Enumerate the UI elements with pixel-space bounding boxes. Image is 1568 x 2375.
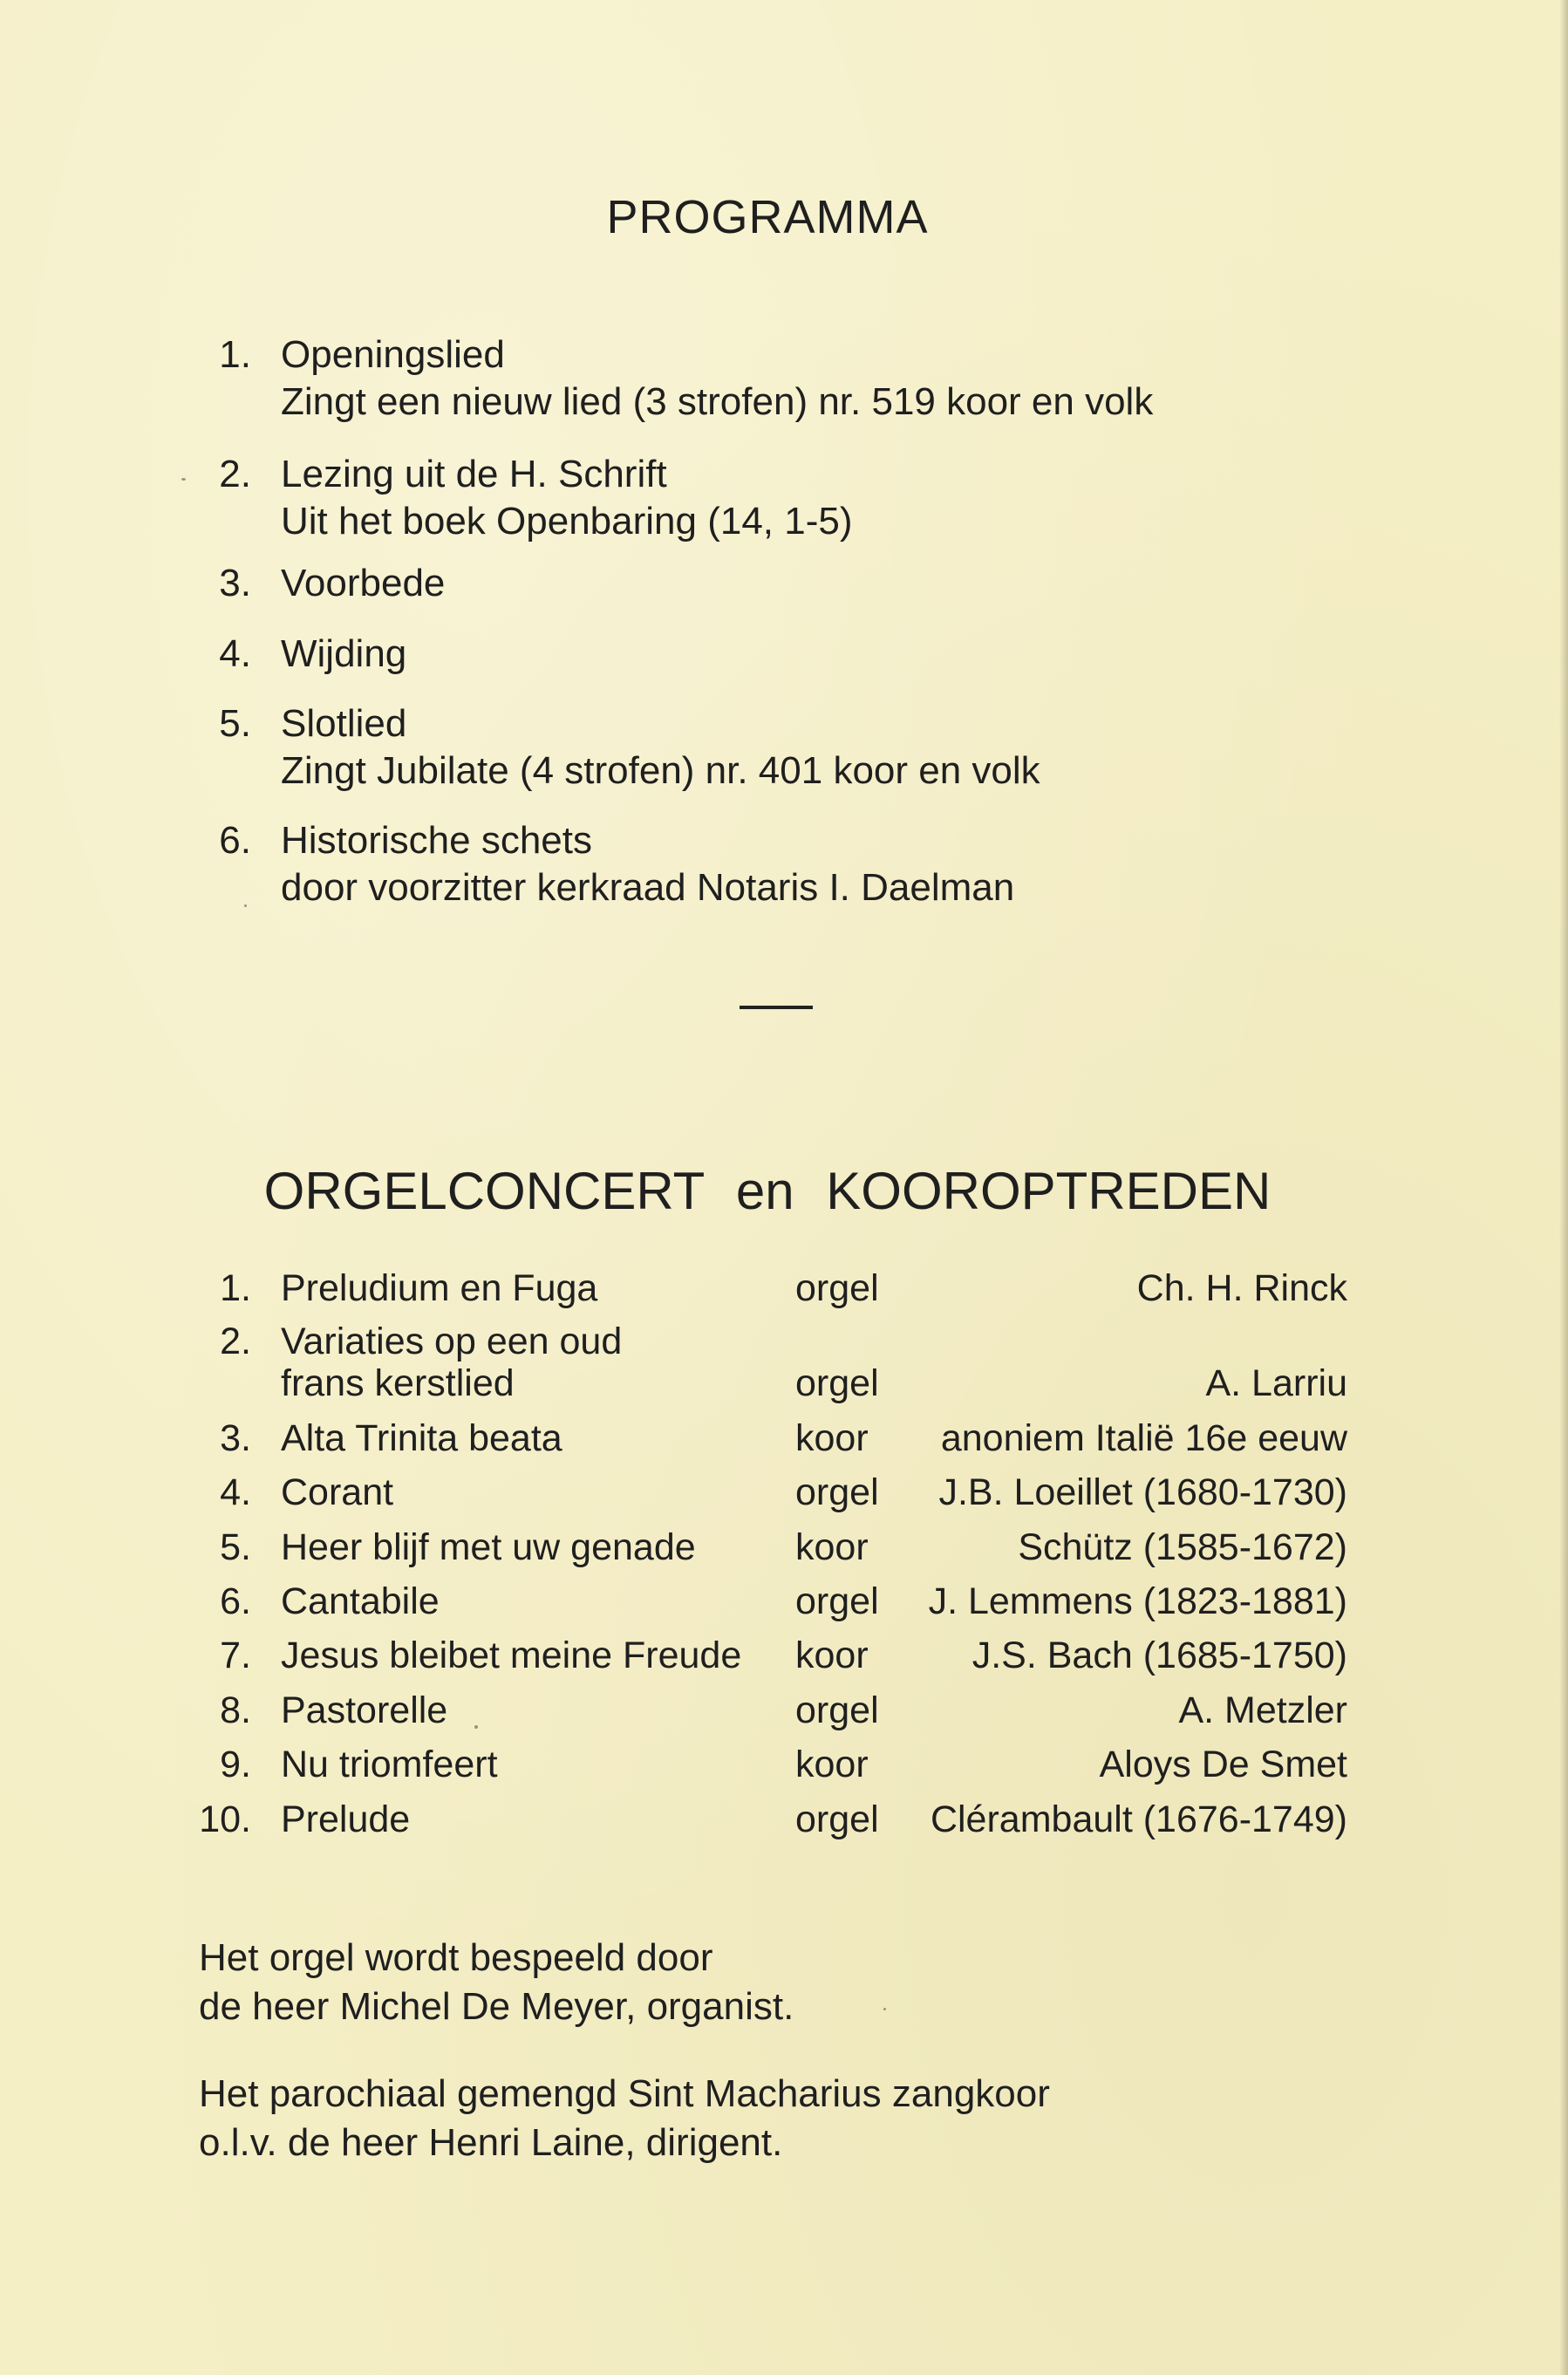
section-divider <box>740 1006 813 1009</box>
concert-item-number: 4. <box>220 1471 251 1513</box>
programma-item-number: 5. <box>219 702 251 745</box>
concert-item-number: 7. <box>220 1635 251 1676</box>
programma-item-detail: Uit het boek Openbaring (14, 1-5) <box>281 500 853 543</box>
concert-item-composer: Clérambault (1676-1749) <box>930 1798 1347 1840</box>
concert-item-number: 3. <box>220 1417 251 1459</box>
programma-item-title: Historische schets <box>281 819 593 862</box>
concert-title: ORGELCONCERT en KOOROPTREDEN <box>263 1162 1271 1220</box>
concert-item-title: Jesus bleibet meine Freude <box>281 1635 742 1676</box>
concert-item-title: Nu triomfeert <box>281 1744 498 1785</box>
concert-item-composer: Schütz (1585-1672) <box>1018 1526 1347 1568</box>
concert-item-title: Variaties op een oud <box>281 1321 623 1362</box>
programma-item-number: 6. <box>219 819 251 862</box>
organist-note-line: de heer Michel De Meyer, organist. <box>199 1985 794 2028</box>
organist-note-line: Het orgel wordt bespeeld door <box>199 1936 713 1979</box>
programma-item-title: Openingslied <box>281 333 505 376</box>
programma-item-number: 1. <box>219 333 251 376</box>
concert-item-title: Heer blijf met uw genade <box>281 1526 696 1568</box>
concert-item-title: Corant <box>281 1471 394 1513</box>
programma-item-detail: door voorzitter kerkraad Notaris I. Daelman <box>281 866 1015 909</box>
concert-item-instrument: orgel <box>795 1471 879 1513</box>
concert-item-composer: anoniem Italië 16e eeuw <box>940 1417 1347 1459</box>
programma-item-title: Lezing uit de H. Schrift <box>281 453 667 495</box>
concert-item-number: 2. <box>220 1321 251 1362</box>
concert-item-instrument: koor <box>795 1635 869 1676</box>
concert-item-number: 10. <box>199 1798 251 1840</box>
concert-item-composer: A. Larriu <box>1205 1362 1347 1404</box>
programma-title: PROGRAMMA <box>606 191 929 243</box>
programma-item-title: Slotlied <box>281 702 407 745</box>
concert-item-number: 5. <box>220 1526 251 1568</box>
concert-item-instrument: orgel <box>795 1580 879 1622</box>
paper-speck <box>883 2008 886 2010</box>
programma-item-number: 4. <box>219 632 251 675</box>
programma-item-title: Voorbede <box>281 562 446 604</box>
concert-item-composer: A. Metzler <box>1178 1689 1347 1731</box>
concert-item-composer: Ch. H. Rinck <box>1136 1267 1347 1309</box>
concert-item-instrument: orgel <box>795 1798 879 1840</box>
programma-item-title: Wijding <box>281 632 407 675</box>
organist-note <box>199 1934 794 2031</box>
concert-item-title: Cantabile <box>281 1580 440 1622</box>
concert-item-number: 8. <box>220 1689 251 1731</box>
concert-item-title: Pastorelle <box>281 1689 448 1731</box>
concert-item-instrument: orgel <box>795 1362 879 1404</box>
concert-item-number: 6. <box>220 1580 251 1622</box>
paper-speck <box>474 1725 478 1729</box>
concert-item-instrument: koor <box>795 1526 869 1568</box>
concert-item-composer: Aloys De Smet <box>1099 1744 1347 1785</box>
concert-item-title-continued: frans kerstlied <box>281 1362 515 1404</box>
programma-item-number: 2. <box>219 453 251 495</box>
choir-note-line: Het parochiaal gemengd Sint Macharius zangkoor <box>199 2072 1050 2115</box>
concert-item-composer: J. Lemmens (1823-1881) <box>928 1580 1347 1622</box>
concert-item-instrument: orgel <box>795 1267 879 1309</box>
concert-item-title: Prelude <box>281 1798 411 1840</box>
concert-item-instrument: orgel <box>795 1689 879 1731</box>
concert-item-number: 1. <box>220 1267 251 1309</box>
concert-item-title: Preludium en Fuga <box>281 1267 598 1309</box>
programma-item-detail: Zingt Jubilate (4 strofen) nr. 401 koor en volk <box>281 749 1040 792</box>
paper-edge-shadow <box>1559 0 1568 2375</box>
concert-item-instrument: koor <box>795 1417 869 1459</box>
paper-speck <box>244 904 247 907</box>
paper-speck <box>181 478 186 481</box>
programma-item-number: 3. <box>219 562 251 604</box>
concert-item-composer: J.B. Loeillet (1680-1730) <box>938 1471 1347 1513</box>
concert-item-composer: J.S. Bach (1685-1750) <box>971 1635 1347 1676</box>
concert-item-number: 9. <box>220 1744 251 1785</box>
choir-note <box>199 2070 1050 2167</box>
concert-item-instrument: koor <box>795 1744 869 1785</box>
choir-note-line: o.l.v. de heer Henri Laine, dirigent. <box>199 2121 783 2164</box>
programma-item-detail: Zingt een nieuw lied (3 strofen) nr. 519 koor en volk <box>281 380 1154 423</box>
concert-item-title: Alta Trinita beata <box>281 1417 562 1459</box>
